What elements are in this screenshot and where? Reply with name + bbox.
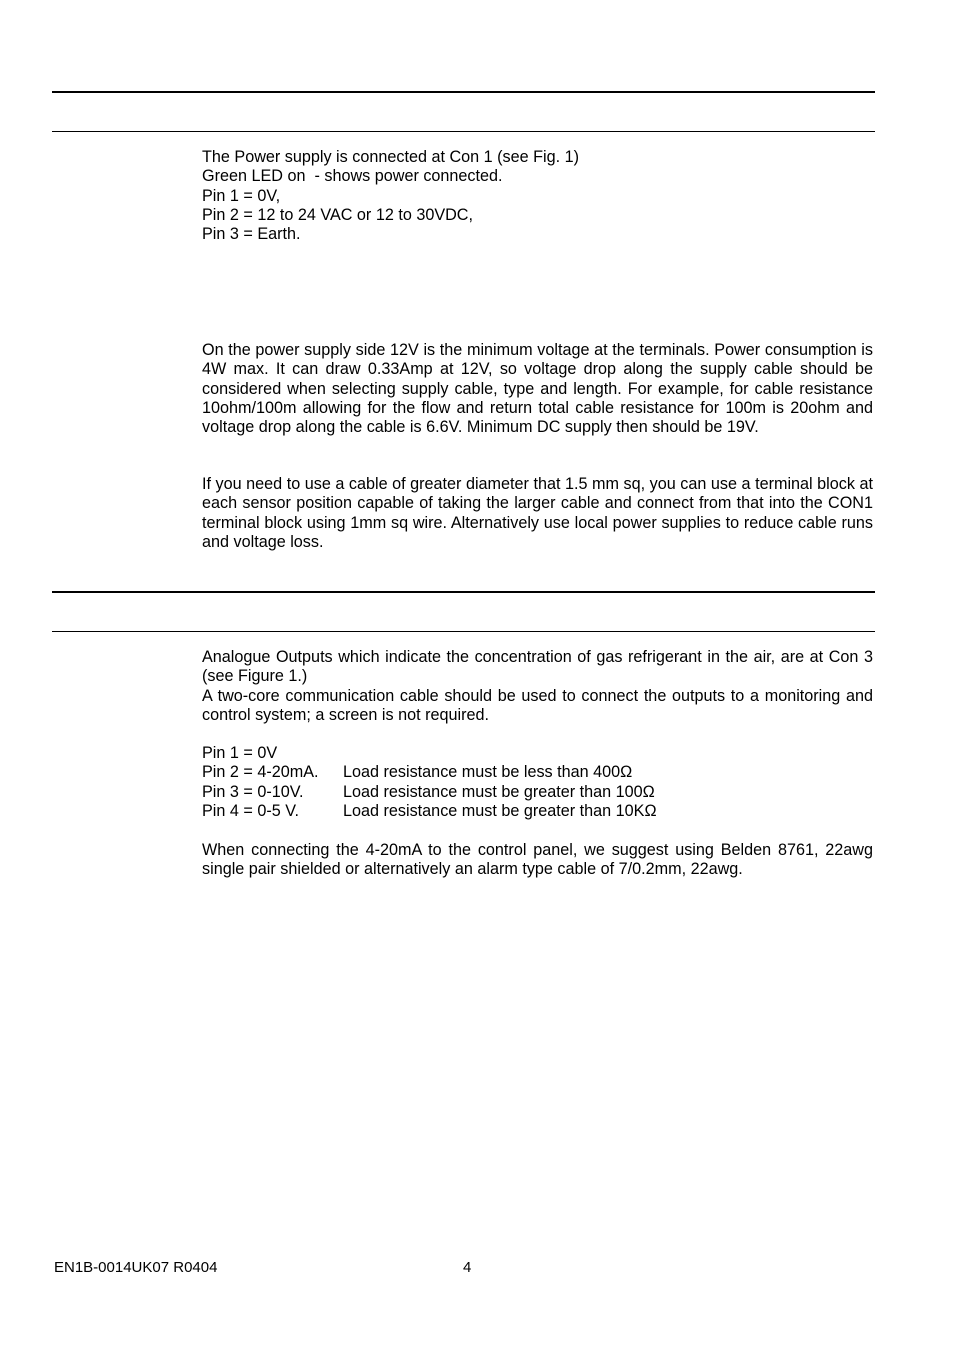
analogue-pin-list (202, 744, 873, 821)
section2-top-rule (52, 591, 875, 593)
section1-bottom-rule (52, 131, 875, 132)
pin-row (202, 802, 873, 821)
pin-label: Pin 4 = 0-5 V. (202, 801, 300, 820)
pin-note: Load resistance must be less than 400Ω (343, 763, 633, 782)
analogue-cable-paragraph (202, 841, 873, 880)
analogue-outputs-intro (202, 648, 873, 725)
document-code: EN1B-0014UK07 R0404 (54, 1259, 218, 1276)
pin-note: Load resistance must be greater than 10KΩ (343, 801, 657, 820)
paragraph-text: On the power supply side 12V is the minimum voltage at the terminals. Power consumption is 4W max. It can draw 0.33Amp at 12V, so voltage drop along the supply cable should be considered when selecting supply cable, type and length. For example, for cable resistance 10ohm/100m allowing for the flow and return total cable resistance for 100m is 20ohm and voltage drop along the cable is 6.6V. Minimum DC supply then should be 19V. (202, 341, 873, 437)
intro-line: The Power supply is connected at Con 1 (see Fig. 1) (202, 148, 579, 166)
pin-row (202, 783, 873, 802)
power-supply-paragraph-voltage (202, 341, 873, 437)
pin-row (202, 763, 873, 782)
page-number: 4 (463, 1259, 472, 1276)
paragraph-text: Analogue Outputs which indicate the concentration of gas refrigerant in the air, are at Con 3 (see Figure 1.) (202, 648, 873, 686)
pin-note: Load resistance must be greater than 100Ω (343, 782, 655, 801)
intro-line: Green LED on - shows power connected. (202, 167, 503, 186)
pin-row (202, 744, 873, 763)
intro-line: Pin 2 = 12 to 24 VAC or 12 to 30VDC, (202, 205, 473, 224)
pin-label: Pin 2 = 4-20mA. (202, 763, 319, 782)
paragraph-text: A two-core communication cable should be used to connect the outputs to a monitoring and control system; a screen is not required. (202, 686, 873, 724)
section2-bottom-rule (52, 631, 875, 632)
intro-line: Pin 3 = Earth. (202, 225, 301, 244)
paragraph-text: If you need to use a cable of greater diameter that 1.5 mm sq, you can use a terminal block at each sensor position capable of taking the larger cable and connect from that into the CON1 terminal block using 1mm sq wire. Alternatively use local power supplies to reduce cable runs and voltage loss. (202, 475, 873, 551)
pin-label: Pin 3 = 0-10V. (202, 782, 304, 801)
paragraph-text: When connecting the 4-20mA to the control panel, we suggest using Belden 8761, 22awg single pair shielded or alternatively an alarm type cable of 7/0.2mm, 22awg. (202, 841, 873, 879)
power-supply-intro (202, 148, 873, 244)
power-supply-paragraph-cable (202, 475, 873, 552)
section1-top-rule (52, 91, 875, 93)
intro-line: Pin 1 = 0V, (202, 186, 281, 205)
pin-label: Pin 1 = 0V (202, 744, 278, 762)
